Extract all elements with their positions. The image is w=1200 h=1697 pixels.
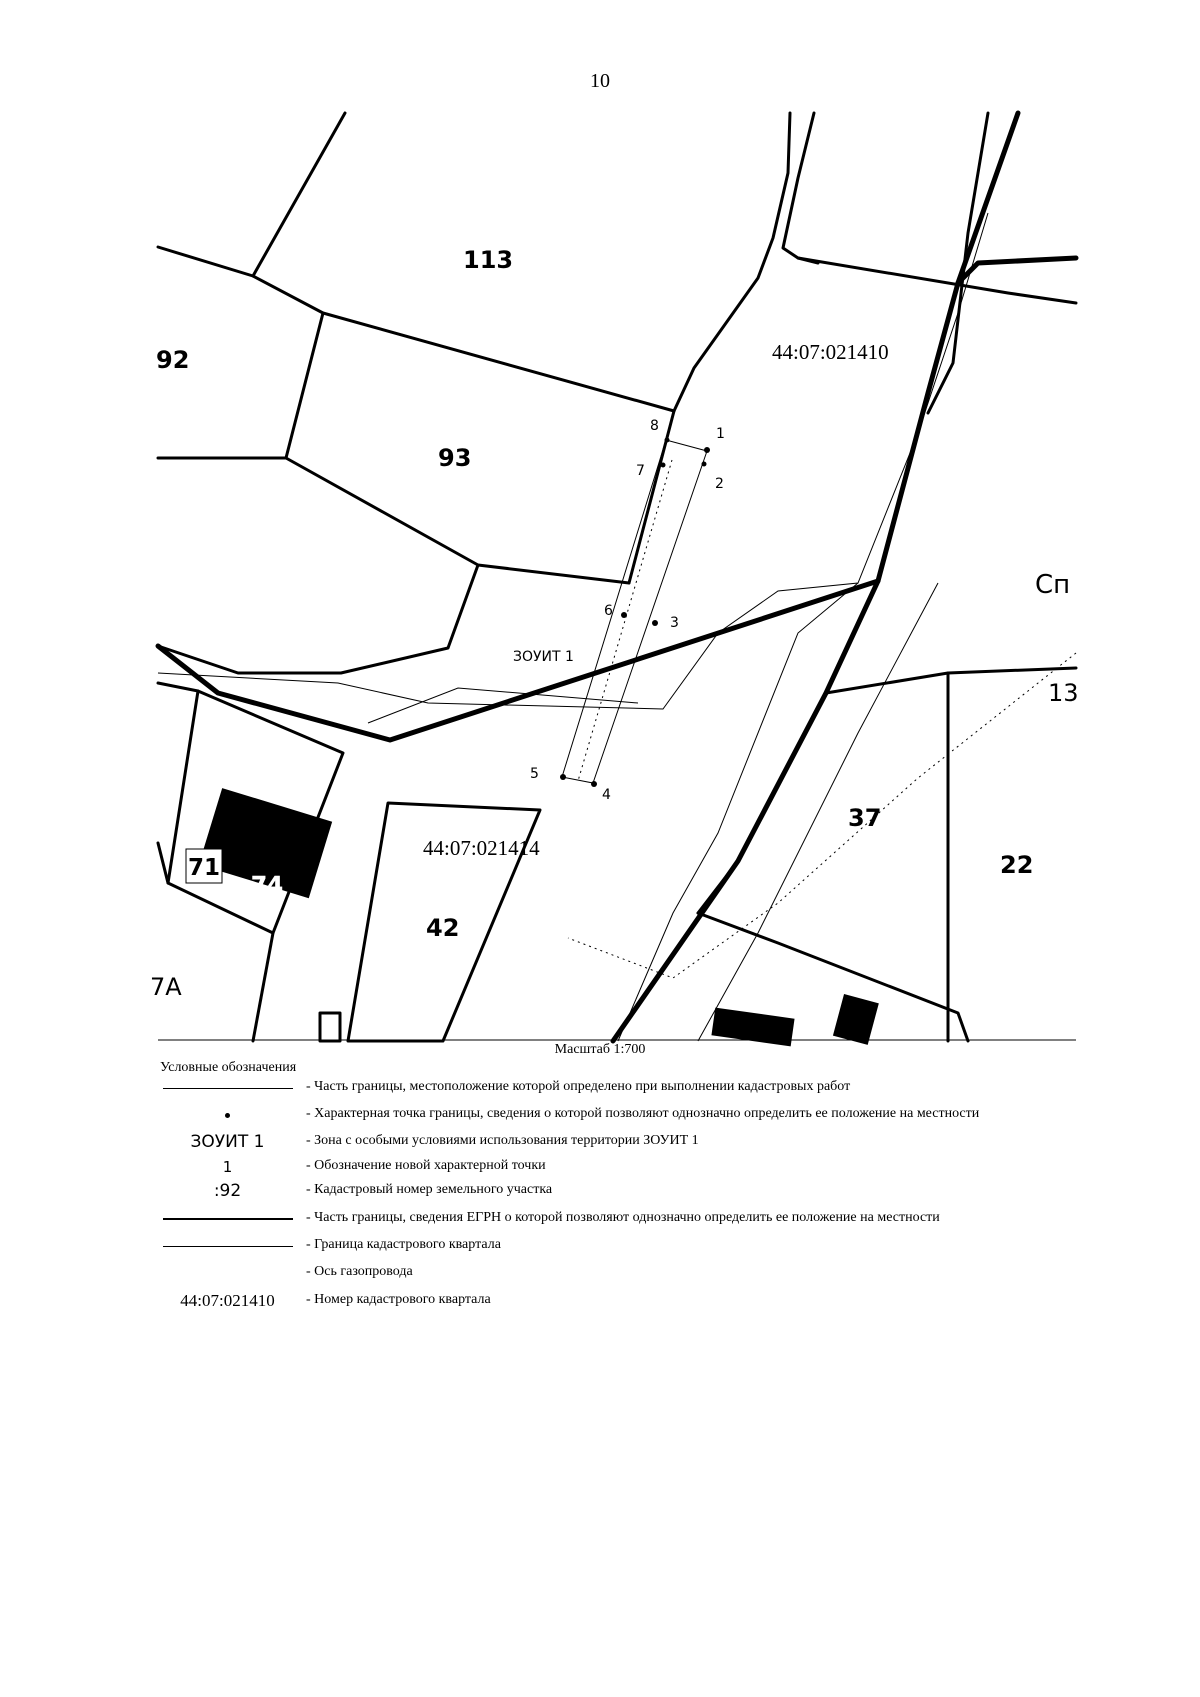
point-marker-7 — [661, 463, 666, 468]
map-scale: Масштаб 1:700 — [554, 1042, 646, 1057]
zouit-zone-outline — [562, 440, 707, 783]
point-marker-1 — [704, 447, 710, 453]
main-road-east — [613, 581, 878, 1041]
point-marker-4 — [591, 781, 597, 787]
parcel-label-71: 71 — [188, 855, 221, 881]
parcel-113-bottom — [158, 247, 674, 411]
quarter-boundary-1 — [158, 213, 988, 709]
zouit-zone-label: ЗОУИТ 1 — [513, 649, 574, 665]
parcel-label-7a: 7А — [150, 973, 182, 1001]
parcel-37-bottom-left — [698, 861, 738, 913]
parcel-93-right — [629, 411, 674, 583]
point-label-1: 1 — [716, 426, 725, 442]
parcel-label-93: 93 — [438, 444, 472, 472]
legend-row-characteristic-point — [160, 1103, 1090, 1127]
legend-symbol-zouit: ЗОУИТ 1 — [190, 1132, 265, 1152]
legend-text: - Зона с особыми условиями использования территории ЗОУИТ 1 — [306, 1133, 699, 1148]
legend-text: - Часть границы, местоположение которой определено при выполнении кадастровых работ — [306, 1079, 851, 1094]
parcel-label-92: 92 — [156, 346, 190, 374]
map-canvas — [150, 113, 1079, 1041]
parcel-37-top — [826, 668, 1076, 693]
legend-text: - Обозначение новой характерной точки — [306, 1158, 546, 1173]
point-label-8: 8 — [650, 418, 659, 434]
parcel-left-lower — [253, 933, 273, 1041]
legend-title: Условные обозначения — [160, 1060, 297, 1075]
parcel-label-74: 74 — [251, 873, 284, 899]
building-bottom-2 — [833, 994, 879, 1045]
parcel-left-edge — [158, 843, 168, 883]
legend-symbol-thin-line — [160, 1076, 295, 1100]
legend-text: - Часть границы, сведения ЕГРН о которой позволяют однозначно определить ее положение на местности — [306, 1210, 940, 1225]
road-east-edge — [783, 113, 1076, 303]
point-marker-5 — [560, 774, 566, 780]
legend-symbol-point-number: 1 — [222, 1158, 233, 1176]
point-label-2: 2 — [715, 476, 724, 492]
egrn-boundary-right — [958, 258, 1076, 283]
zone-center-line — [578, 460, 672, 781]
egrn-boundary-main — [158, 113, 1018, 740]
legend-row-quarter-boundary — [160, 1234, 1090, 1258]
road-west-edge — [674, 113, 790, 411]
point-label-6: 6 — [604, 603, 613, 619]
parcel-label-sp: Сп — [1035, 570, 1071, 600]
point-marker-2 — [702, 462, 707, 467]
legend-text: - Номер кадастрового квартала — [306, 1292, 491, 1307]
point-label-4: 4 — [602, 787, 611, 803]
quarter-number-2: 44:07:021414 — [423, 836, 540, 860]
parcel-113-boundary — [253, 113, 345, 276]
legend-row-survey-boundary — [160, 1076, 1090, 1100]
legend-symbol-thin-line — [160, 1234, 295, 1258]
point-marker-3 — [652, 620, 658, 626]
parcel-left-upper — [158, 683, 198, 691]
parcel-label-13: 13 — [1048, 679, 1079, 707]
legend-row-zouit — [160, 1130, 1090, 1154]
legend-symbol-dot — [160, 1103, 295, 1127]
legend-symbol-empty — [160, 1261, 295, 1285]
small-box — [320, 1013, 340, 1041]
point-label-7: 7 — [636, 463, 645, 479]
legend-row-quarter-number — [160, 1289, 1090, 1313]
legend-text: - Кадастровый номер земельного участка — [306, 1182, 553, 1197]
parcel-lower-band — [158, 565, 478, 673]
point-label-5: 5 — [530, 766, 539, 782]
parcel-93-left — [286, 313, 323, 458]
legend-text: - Граница кадастрового квартала — [306, 1237, 501, 1252]
legend-text: - Характерная точка границы, сведения о которой позволяют однозначно определить ее положение на местности — [306, 1106, 980, 1121]
legend-symbol-parcel-number: :92 — [213, 1181, 242, 1201]
legend-symbol-quarter-number: 44:07:021410 — [180, 1291, 275, 1310]
legend-row-gas-pipeline — [160, 1261, 1090, 1285]
legend-text: - Ось газопровода — [306, 1264, 413, 1279]
page-number: 10 — [590, 70, 610, 92]
point-label-3: 3 — [670, 615, 679, 631]
quarter-boundary-4 — [698, 583, 938, 1041]
point-marker-8 — [665, 438, 670, 443]
cadastral-map — [150, 113, 1079, 1041]
legend-row-cadastral-number — [160, 1179, 1090, 1203]
parcel-93-bottom — [158, 458, 629, 583]
point-marker-6 — [621, 612, 627, 618]
building-bottom-1 — [711, 1008, 794, 1047]
legend-row-new-point — [160, 1155, 1090, 1179]
quarter-number-1: 44:07:021410 — [772, 340, 889, 364]
parcel-label-37: 37 — [848, 804, 882, 832]
parcel-label-113: 113 — [463, 246, 514, 274]
parcel-label-22: 22 — [1000, 851, 1034, 879]
legend-symbol-thick-line — [160, 1207, 295, 1231]
parcel-label-42: 42 — [426, 914, 460, 942]
legend-row-egrn-boundary — [160, 1207, 1090, 1231]
